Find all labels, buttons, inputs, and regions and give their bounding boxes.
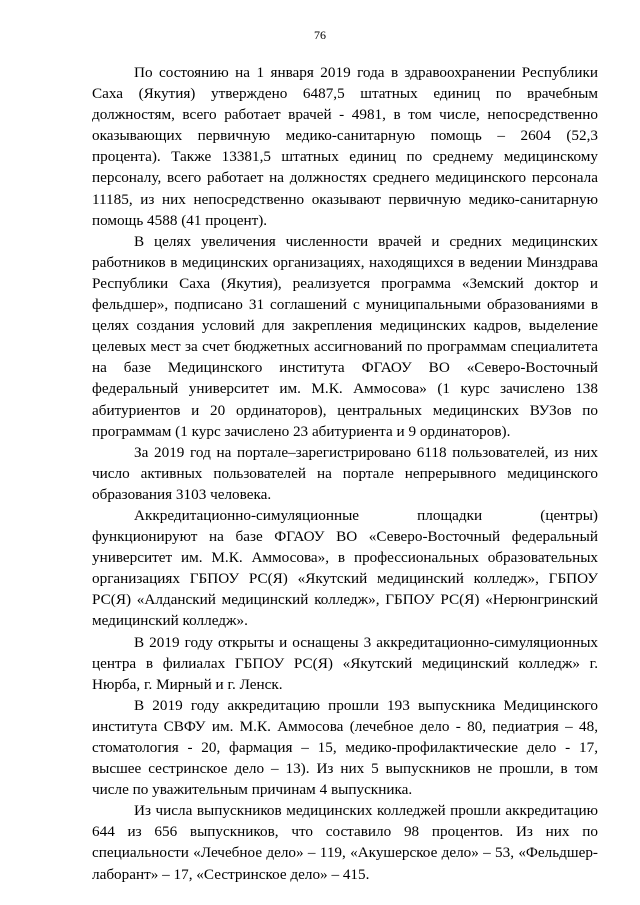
- paragraph-accreditation-centers: Аккредитационно-симуляционные площадки (центры) функционируют на базе ФГАОУ ВО «Северо-Восточный федеральный университет им. М.К. Аммосова», в профессиональных образовательных организациях ГБПОУ РС(Я) «Якутский медицинский колледж», ГБПОУ РС(Я) «Алданский медицинский колледж», ГБПОУ РС(Я) «Нерюнгринский медицинский колледж».: [92, 506, 598, 630]
- paragraph-portal-registrations: За 2019 год на портале–зарегистрировано 6118 пользователей, из них число активных пользователей на портале непрерывного медицинского образования 3103 человека.: [92, 443, 598, 503]
- document-body: [92, 62, 598, 885]
- paragraph-staffing-status: По состоянию на 1 января 2019 года в здравоохранении Республики Саха (Якутия) утверждено 6487,5 штатных единиц по врачебным должностям, всего работает врачей - 4981, в том числе, непосредственно оказывающих первичную медико-санитарную помощь – 2604 (52,3 процента). Также 13381,5 штатных единиц по среднему медицинскому персоналу, всего работает на должностях среднего медицинского персонала 11185, из них непосредственно оказывают первичную медико-санитарную помощь 4588 (41 процент).: [92, 64, 598, 229]
- paragraph-university-accreditation: В 2019 году аккредитацию прошли 193 выпускника Медицинского института СВФУ им. М.К. Аммосова (лечебное дело - 80, педиатрия – 48, стоматология - 20, фармация – 15, медико-профилактические дело - 17, высшее сестринское дело – 13). Из них 5 выпускников не прошли, в том числе по уважительным причинам 4 выпускника.: [92, 696, 598, 799]
- paragraph-zemsky-program: В целях увеличения численности врачей и средних медицинских работников в медицинских организациях, находящихся в ведении Минздрава Республики Саха (Якутия), реализуется программа «Земский доктор и фельдшер», подписано 31 соглашений с муниципальными образованиями в целях создания условий для закрепления медицинских кадров, выделение целевых мест за счет бюджетных ассигнований по программам специалитета на базе Медицинского института ФГАОУ ВО «Северо-Восточный федеральный университет им. М.К. Аммосова» (1 курс зачислено 138 абитуриентов и 20 ординаторов), центральных медицинских ВУЗов по программам (1 курс зачислено 23 абитуриента и 9 ординаторов).: [92, 232, 598, 440]
- paragraph-college-accreditation: Из числа выпускников медицинских колледжей прошли аккредитацию 644 из 656 выпускников, что составило 98 процентов. Из них по специальности «Лечебное дело» – 119, «Акушерское дело» – 53, «Фельдшер-лаборант» – 17, «Сестринское дело» – 415.: [92, 802, 598, 883]
- page-number: 76: [314, 28, 326, 42]
- paragraph-new-centers-2019: В 2019 году открыты и оснащены 3 аккредитационно-симуляционных центра в филиалах ГБПОУ РС(Я) «Якутский медицинский колледж» г. Нюрба, г. Мирный и г. Ленск.: [92, 633, 598, 693]
